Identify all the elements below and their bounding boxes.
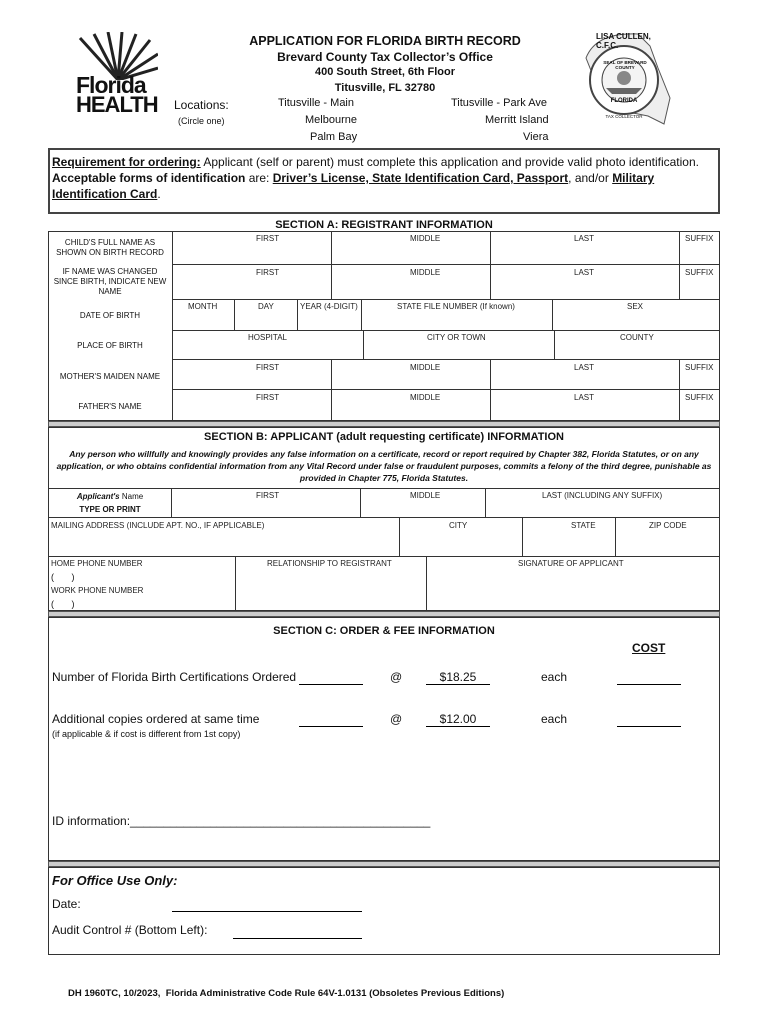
changed-middle-label: MIDDLE [410, 268, 441, 277]
applicant-name-word: Name [121, 492, 144, 501]
location-viera[interactable]: Viera [523, 131, 549, 143]
office-name: Brevard County Tax Collector’s Office [277, 50, 493, 64]
dob-day-label: DAY [258, 302, 274, 311]
location-merritt-island[interactable]: Merritt Island [485, 114, 549, 126]
mother-suffix-label: SUFFIX [685, 363, 714, 372]
form-footer: DH 1960TC, 10/2023, Florida Administrative Code Rule 64V-1.0131 (Obsoletes Previous Editions) [68, 988, 505, 999]
applicant-possessive: Applicant's [76, 492, 120, 501]
type-or-print-label: TYPE OR PRINT [79, 505, 141, 514]
requirement-lead: Requirement for ordering: [52, 155, 201, 169]
father-last-label: LAST [574, 393, 595, 402]
dob-label: DATE OF BIRTH [79, 311, 141, 320]
office-use-title: For Office Use Only: [52, 873, 178, 888]
city-town-label: CITY OR TOWN [427, 333, 486, 342]
location-titusville-park-ave[interactable]: Titusville - Park Ave [451, 97, 547, 109]
form-title: APPLICATION FOR FLORIDA BIRTH RECORD [249, 34, 521, 48]
certifications-ordered-label: Number of Florida Birth Certifications Ordered [52, 670, 297, 684]
requirement-text3: , and/or [568, 171, 613, 185]
changed-first-label: FIRST [256, 268, 280, 277]
requirement-text2: are: [245, 171, 273, 185]
child-first-label: FIRST [256, 234, 280, 243]
applicant-name-label [48, 492, 172, 501]
price-first-copy: $18.25 [426, 670, 490, 685]
work-phone-label: WORK PHONE NUMBER [51, 586, 144, 595]
location-titusville-main[interactable]: Titusville - Main [278, 97, 354, 109]
section-b-title: SECTION B: APPLICANT (adult requesting certificate) INFORMATION [204, 431, 564, 443]
circle-one-note: (Circle one) [178, 116, 225, 126]
father-suffix-label: SUFFIX [685, 393, 714, 402]
section-c-title: SECTION C: ORDER & FEE INFORMATION [273, 625, 495, 637]
section-a-title: SECTION A: REGISTRANT INFORMATION [275, 219, 493, 231]
seal-text-ring: SEAL OF BREVARD COUNTY [603, 60, 647, 70]
mailing-address-label: MAILING ADDRESS (INCLUDE APT. NO., IF APPLICABLE) [51, 521, 265, 530]
changed-first-field[interactable] [172, 264, 332, 300]
id-information-field[interactable]: ID information:_____________________________________________ [52, 814, 431, 828]
certifications-ordered-qty[interactable] [299, 670, 363, 685]
acceptable-forms: Acceptable forms of identification [52, 171, 246, 185]
requirement-end: . [157, 187, 161, 201]
mother-first-label: FIRST [256, 363, 280, 372]
cost-line-1[interactable] [617, 670, 681, 685]
hospital-label: HOSPITAL [248, 333, 287, 342]
false-info-warning: Any person who willfully and knowingly provides any false information on a certificate, record or report required by Chapter 382, Florida Statutes, or on any application, or who obtains confidential information from any Vital Record under false or fraudulent purposes, commits a felony of the third degree, punishable as provided in Chapter 775, Florida Statutes. [56, 449, 712, 483]
mother-first-field[interactable] [172, 359, 332, 390]
changed-last-label: LAST [574, 268, 595, 277]
applicant-middle-label: MIDDLE [410, 491, 441, 500]
applicant-zip-label: ZIP CODE [649, 521, 687, 530]
additional-copies-qty[interactable] [299, 712, 363, 727]
office-city: Titusville, FL 32780 [334, 82, 436, 94]
child-middle-label: MIDDLE [410, 234, 441, 243]
dob-year-label: YEAR (4-DIGIT) [300, 302, 358, 311]
cost-line-2[interactable] [617, 712, 681, 727]
sex-label: SEX [627, 302, 644, 311]
changed-suffix-label: SUFFIX [685, 268, 714, 277]
accepted-ids: Driver’s License, State Identification Card, Passport [272, 171, 569, 185]
logo-florida: Florida [76, 72, 146, 98]
child-first-field[interactable] [172, 231, 332, 265]
location-palm-bay[interactable]: Palm Bay [310, 131, 358, 143]
office-date-line[interactable] [172, 897, 362, 912]
florida-health-logo [74, 32, 158, 117]
each-1: each [541, 670, 568, 684]
mother-middle-label: MIDDLE [410, 363, 441, 372]
military-id: Military Identification Card [52, 171, 655, 201]
father-label: FATHER'S NAME [78, 402, 142, 411]
dob-month-label: MONTH [188, 302, 218, 311]
home-phone-input[interactable]: ( ) [51, 572, 75, 582]
relationship-label: RELATIONSHIP TO REGISTRANT [267, 559, 392, 568]
at-symbol-2: @ [390, 712, 403, 726]
work-phone-input[interactable]: ( ) [51, 599, 75, 609]
signature-label: SIGNATURE OF APPLICANT [518, 559, 624, 568]
cost-header: COST [632, 641, 666, 655]
price-additional-copy: $12.00 [426, 712, 490, 727]
applicant-state-field[interactable] [522, 517, 616, 557]
locations-label: Locations: [174, 98, 229, 112]
logo-health: HEALTH [76, 92, 158, 117]
seal-text-bottom: FLORIDA [610, 98, 638, 104]
changed-name-label: IF NAME WAS CHANGED SINCE BIRTH, INDICATE NEW NAME [53, 267, 167, 296]
additional-copies-label: Additional copies ordered at same time [52, 712, 260, 726]
requirement-text1: Applicant (self or parent) must complete this application and provide valid photo identification. [200, 155, 699, 169]
applicant-first-label: FIRST [256, 491, 280, 500]
tax-collector-seal [578, 28, 674, 128]
child-name-label: CHILD'S FULL NAME AS SHOWN ON BIRTH RECORD [56, 238, 164, 257]
child-suffix-label: SUFFIX [685, 234, 714, 243]
office-street: 400 South Street, 6th Floor [315, 66, 455, 78]
location-melbourne[interactable]: Melbourne [305, 114, 357, 126]
at-symbol-1: @ [390, 670, 403, 684]
pob-label: PLACE OF BIRTH [77, 341, 143, 350]
applicant-last-label: LAST (INCLUDING ANY SUFFIX) [542, 491, 663, 500]
mother-last-label: LAST [574, 363, 595, 372]
child-last-label: LAST [574, 234, 595, 243]
seal-text-tax: TAX COLLECTOR [605, 114, 643, 119]
father-first-label: FIRST [256, 393, 280, 402]
father-middle-label: MIDDLE [410, 393, 441, 402]
applicant-state-label: STATE [571, 521, 596, 530]
seal-text-top: LISA CULLEN, C.F.C. [596, 32, 651, 50]
additional-copies-note: (if applicable & if cost is different from 1st copy) [52, 729, 241, 739]
requirement-text [52, 154, 716, 202]
mother-label: MOTHER'S MAIDEN NAME [59, 372, 161, 381]
state-file-label: STATE FILE NUMBER (If known) [397, 302, 515, 311]
home-phone-label: HOME PHONE NUMBER [51, 559, 143, 568]
applicant-city-label: CITY [449, 521, 468, 530]
county-label: COUNTY [620, 333, 654, 342]
audit-control-line[interactable] [233, 923, 362, 939]
audit-control-label: Audit Control # (Bottom Left): [52, 923, 208, 937]
each-2: each [541, 712, 568, 726]
father-first-field[interactable] [172, 389, 332, 421]
office-date-label: Date: [52, 897, 81, 911]
